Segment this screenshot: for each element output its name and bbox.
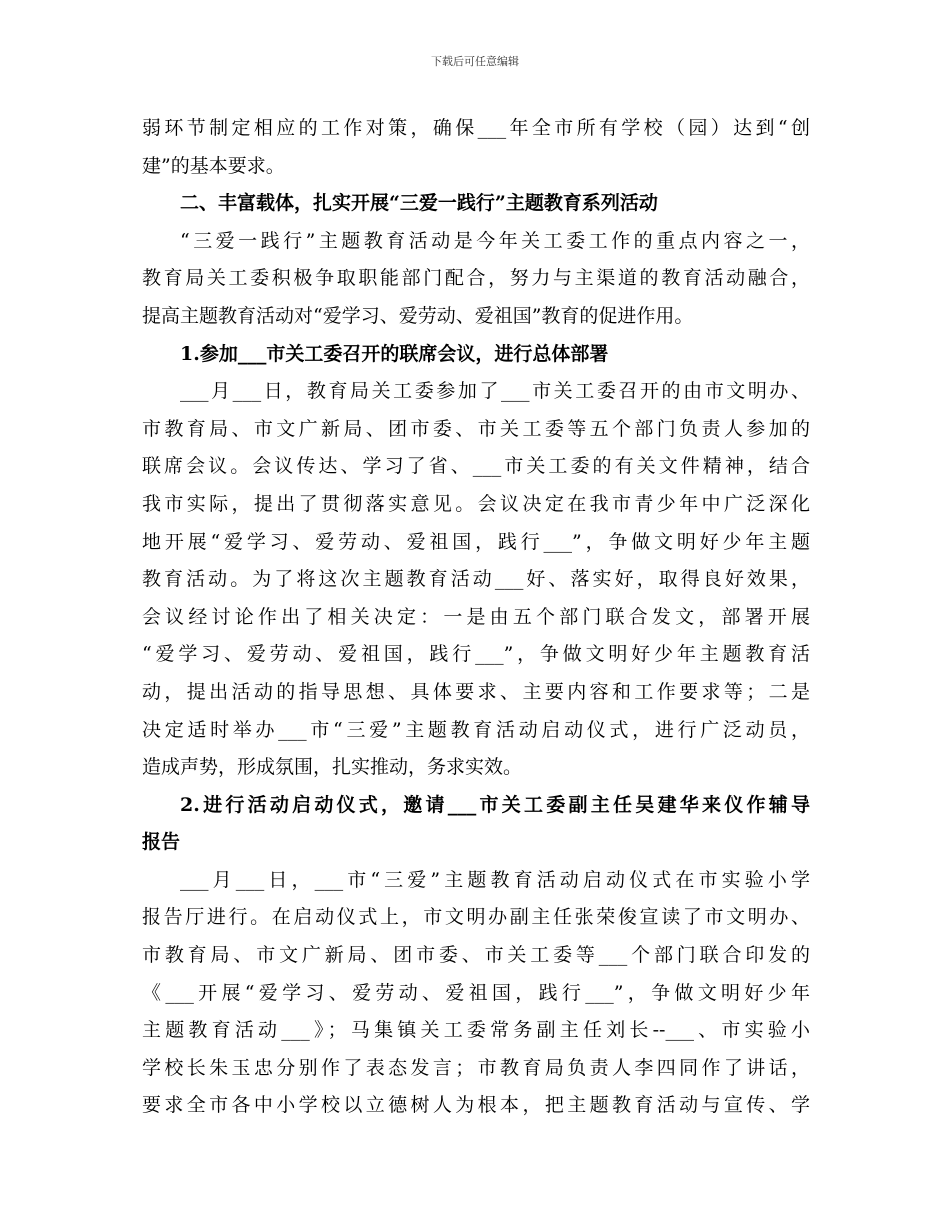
paragraph-line: 学校长朱玉忠分别作了表态发言；市教育局负责人李四同作了讲话，	[142, 1056, 810, 1079]
paragraph-line: 教育局关工委积极争取职能部门配合，努力与主渠道的教育活动融合，	[142, 267, 810, 290]
paragraph-line: 建”的基本要求。	[142, 154, 285, 177]
paragraph-line: 市教育局、市文广新局、团市委、市关工委等___个部门联合印发的	[142, 944, 810, 967]
page-header: 下载后可任意编辑	[431, 55, 519, 68]
paragraph-line: 市教育局、市文广新局、团市委、市关工委等五个部门负责人参加的	[142, 417, 810, 440]
paragraph-line: 造成声势，形成氛围，扎实推动，务求实效。	[142, 756, 523, 779]
section-heading-line: 报告	[142, 831, 181, 854]
paragraph-line: 《___开展“爱学习、爱劳动、爱祖国，践行___”，争做文明好少年	[142, 981, 810, 1004]
paragraph-line: ___月___日，教育局关工委参加了___市关工委召开的由市文明办、	[180, 380, 810, 403]
section-heading-line: 二、丰富载体，扎实开展“三爱一践行”主题教育系列活动	[180, 192, 658, 215]
section-heading-line: 1.参加___市关工委召开的联席会议，进行总体部署	[180, 342, 609, 365]
paragraph-line: 要求全市各中小学校以立德树人为根本，把主题教育活动与宣传、学	[142, 1094, 810, 1117]
paragraph-line: “爱学习、爱劳动、爱祖国，践行___”，争做文明好少年主题教育活	[142, 643, 810, 666]
paragraph-line: “三爱一践行”主题教育活动是今年关工委工作的重点内容之一，	[180, 229, 810, 252]
paragraph-line: 主题教育活动___》；马集镇关工委常务副主任刘长--___、市实验小	[142, 1019, 810, 1042]
paragraph-line: 教育活动。为了将这次主题教育活动___好、落实好，取得良好效果，	[142, 568, 810, 591]
paragraph-line: 会议经讨论作出了相关决定：一是由五个部门联合发文，部署开展	[142, 605, 810, 628]
paragraph-line: 联席会议。会议传达、学习了省、___市关工委的有关文件精神，结合	[142, 455, 810, 478]
paragraph-line: 地开展“爱学习、爱劳动、爱祖国，践行___”，争做文明好少年主题	[142, 530, 810, 553]
paragraph-line: 提高主题教育活动对“爱学习、爱劳动、爱祖国”教育的促进作用。	[142, 304, 694, 327]
paragraph-line: 我市实际，提出了贯彻落实意见。会议决定在我市青少年中广泛深化	[142, 492, 810, 515]
section-heading-line: 2.进行活动启动仪式，邀请___市关工委副主任吴建华来仪作辅导	[180, 793, 810, 816]
paragraph-line: 动，提出活动的指导思想、具体要求、主要内容和工作要求等；二是	[142, 680, 810, 703]
paragraph-line: 报告厅进行。在启动仪式上，市文明办副主任张荣俊宣读了市文明办、	[142, 906, 810, 929]
paragraph-line: 决定适时举办___市“三爱”主题教育活动启动仪式，进行广泛动员，	[142, 718, 810, 741]
paragraph-line: 弱环节制定相应的工作对策，确保___年全市所有学校（园）达到“创	[142, 117, 810, 139]
document-body	[142, 110, 810, 1125]
paragraph-line: ___月___日，___市“三爱”主题教育活动启动仪式在市实验小学	[180, 868, 810, 891]
